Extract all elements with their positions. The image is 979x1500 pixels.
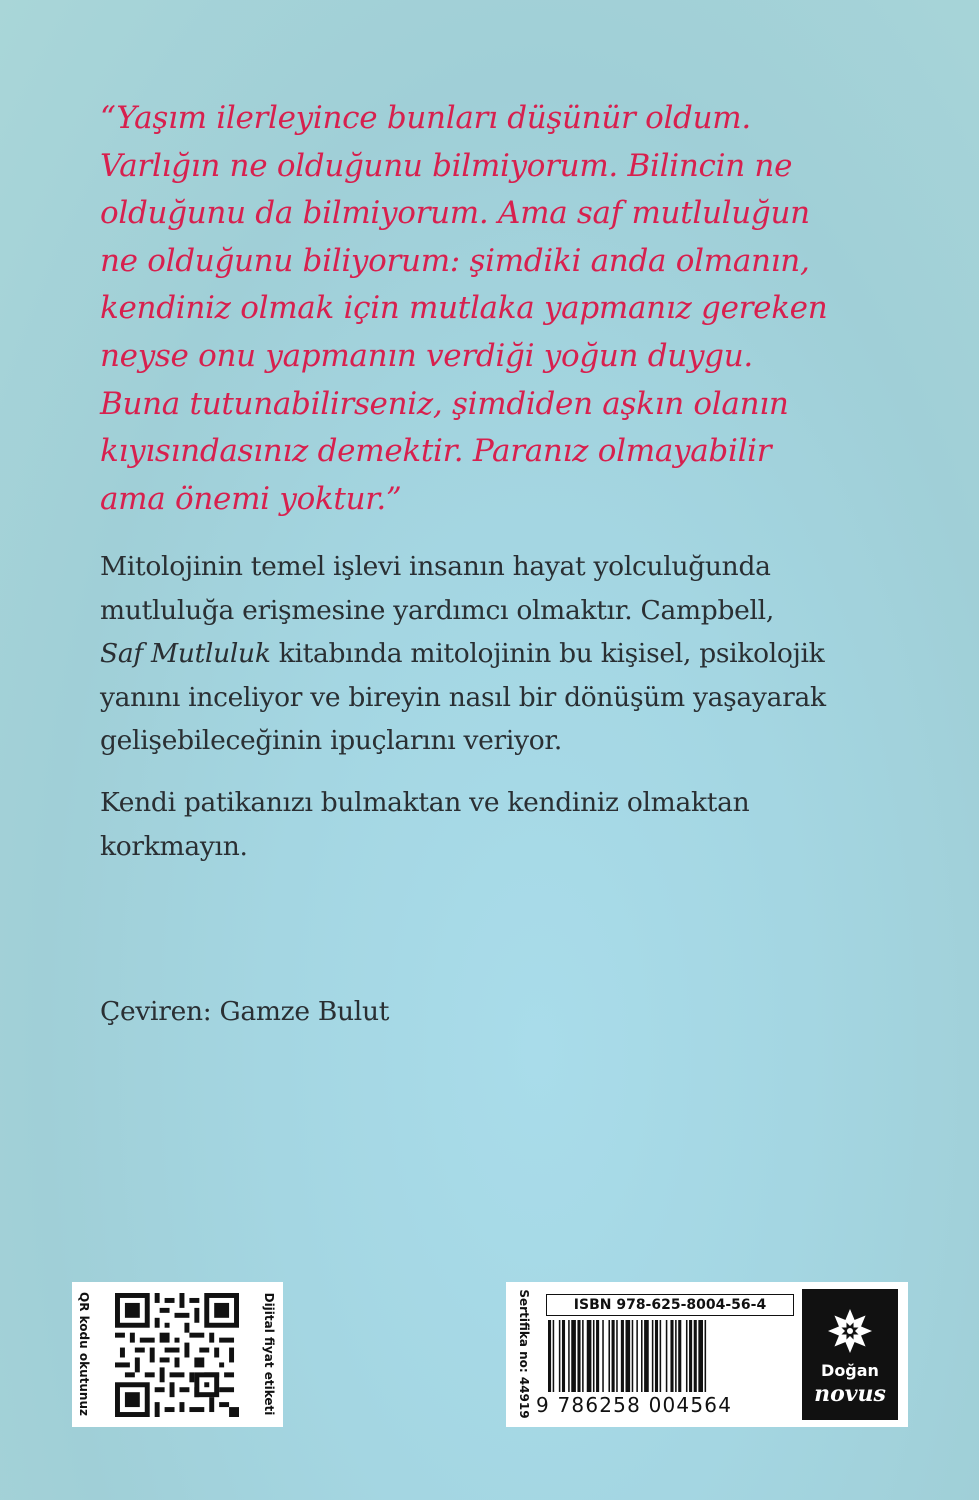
paragraph-line: yanını inceliyor ve bireyin nasıl bir dönüşüm yaşayarak <box>100 681 826 713</box>
book-title: Saf Mutluluk <box>100 638 271 670</box>
quote-line: Buna tutunabilirseniz, şimdiden aşkın olanın <box>100 385 789 422</box>
isbn-number: ISBN 978-625-8004-56-4 <box>546 1294 794 1316</box>
paragraph-line: Mitolojinin temel işlevi insanın hayat yolculuğunda <box>100 551 771 582</box>
quote-line: kendiniz olmak için mutlaka yapmanız gereken <box>100 290 828 327</box>
quote-line: kıyısındasınız demektir. Paranız olmayabilir <box>100 433 772 470</box>
digital-price-label-text: Dijital fiyat etiketi <box>262 1292 276 1416</box>
qr-instruction-text: QR kodu okutunuz <box>77 1292 91 1416</box>
star-logo-icon <box>826 1307 874 1355</box>
quote-line: ne olduğunu biliyorum: şimdiki anda olmanın, <box>100 242 810 279</box>
publisher-imprint: novus <box>814 1381 886 1407</box>
translator-text: Çeviren: Gamze Bulut <box>100 996 390 1027</box>
quote-line: “Yaşım ilerleyince bunları düşünür oldum. <box>100 100 751 136</box>
quote-line: olduğunu da bilmiyorum. Ama saf mutluluğun <box>100 195 810 232</box>
publisher-name: Doğan <box>821 1361 879 1380</box>
translator-credit <box>100 990 920 1034</box>
barcode-digits: 9 786258 004564 <box>536 1393 733 1417</box>
qr-code-icon[interactable] <box>115 1293 239 1417</box>
quote-line: neyse onu yapmanın verdiği yoğun duygu. <box>100 337 753 374</box>
paragraph-line-rest: kitabında mitolojinin bu kişisel, psikolojik <box>270 638 825 670</box>
paragraph-line: Kendi patikanızı bulmaktan ve kendiniz olmaktan <box>100 787 750 818</box>
paragraph-line: gelişebileceğinin ipuçlarını veriyor. <box>100 725 563 757</box>
barcode-icon <box>546 1320 796 1392</box>
quote-line: ama önemi yoktur.” <box>100 480 402 517</box>
certificate-number: Sertifika no: 44919 <box>517 1289 531 1419</box>
paragraph-line: mutluluğa erişmesine yardımcı olmaktır. Campbell, <box>100 594 774 626</box>
qr-price-label <box>72 1282 283 1427</box>
description-paragraph <box>100 545 920 763</box>
paragraph-line <box>100 632 920 676</box>
paragraph-line: korkmayın. <box>100 830 248 862</box>
publisher-logo <box>802 1289 898 1420</box>
isbn-label <box>506 1282 908 1427</box>
pull-quote <box>100 95 920 523</box>
quote-line: Varlığın ne olduğunu bilmiyorum. Bilincin ne <box>100 147 793 184</box>
closing-paragraph <box>100 781 920 868</box>
